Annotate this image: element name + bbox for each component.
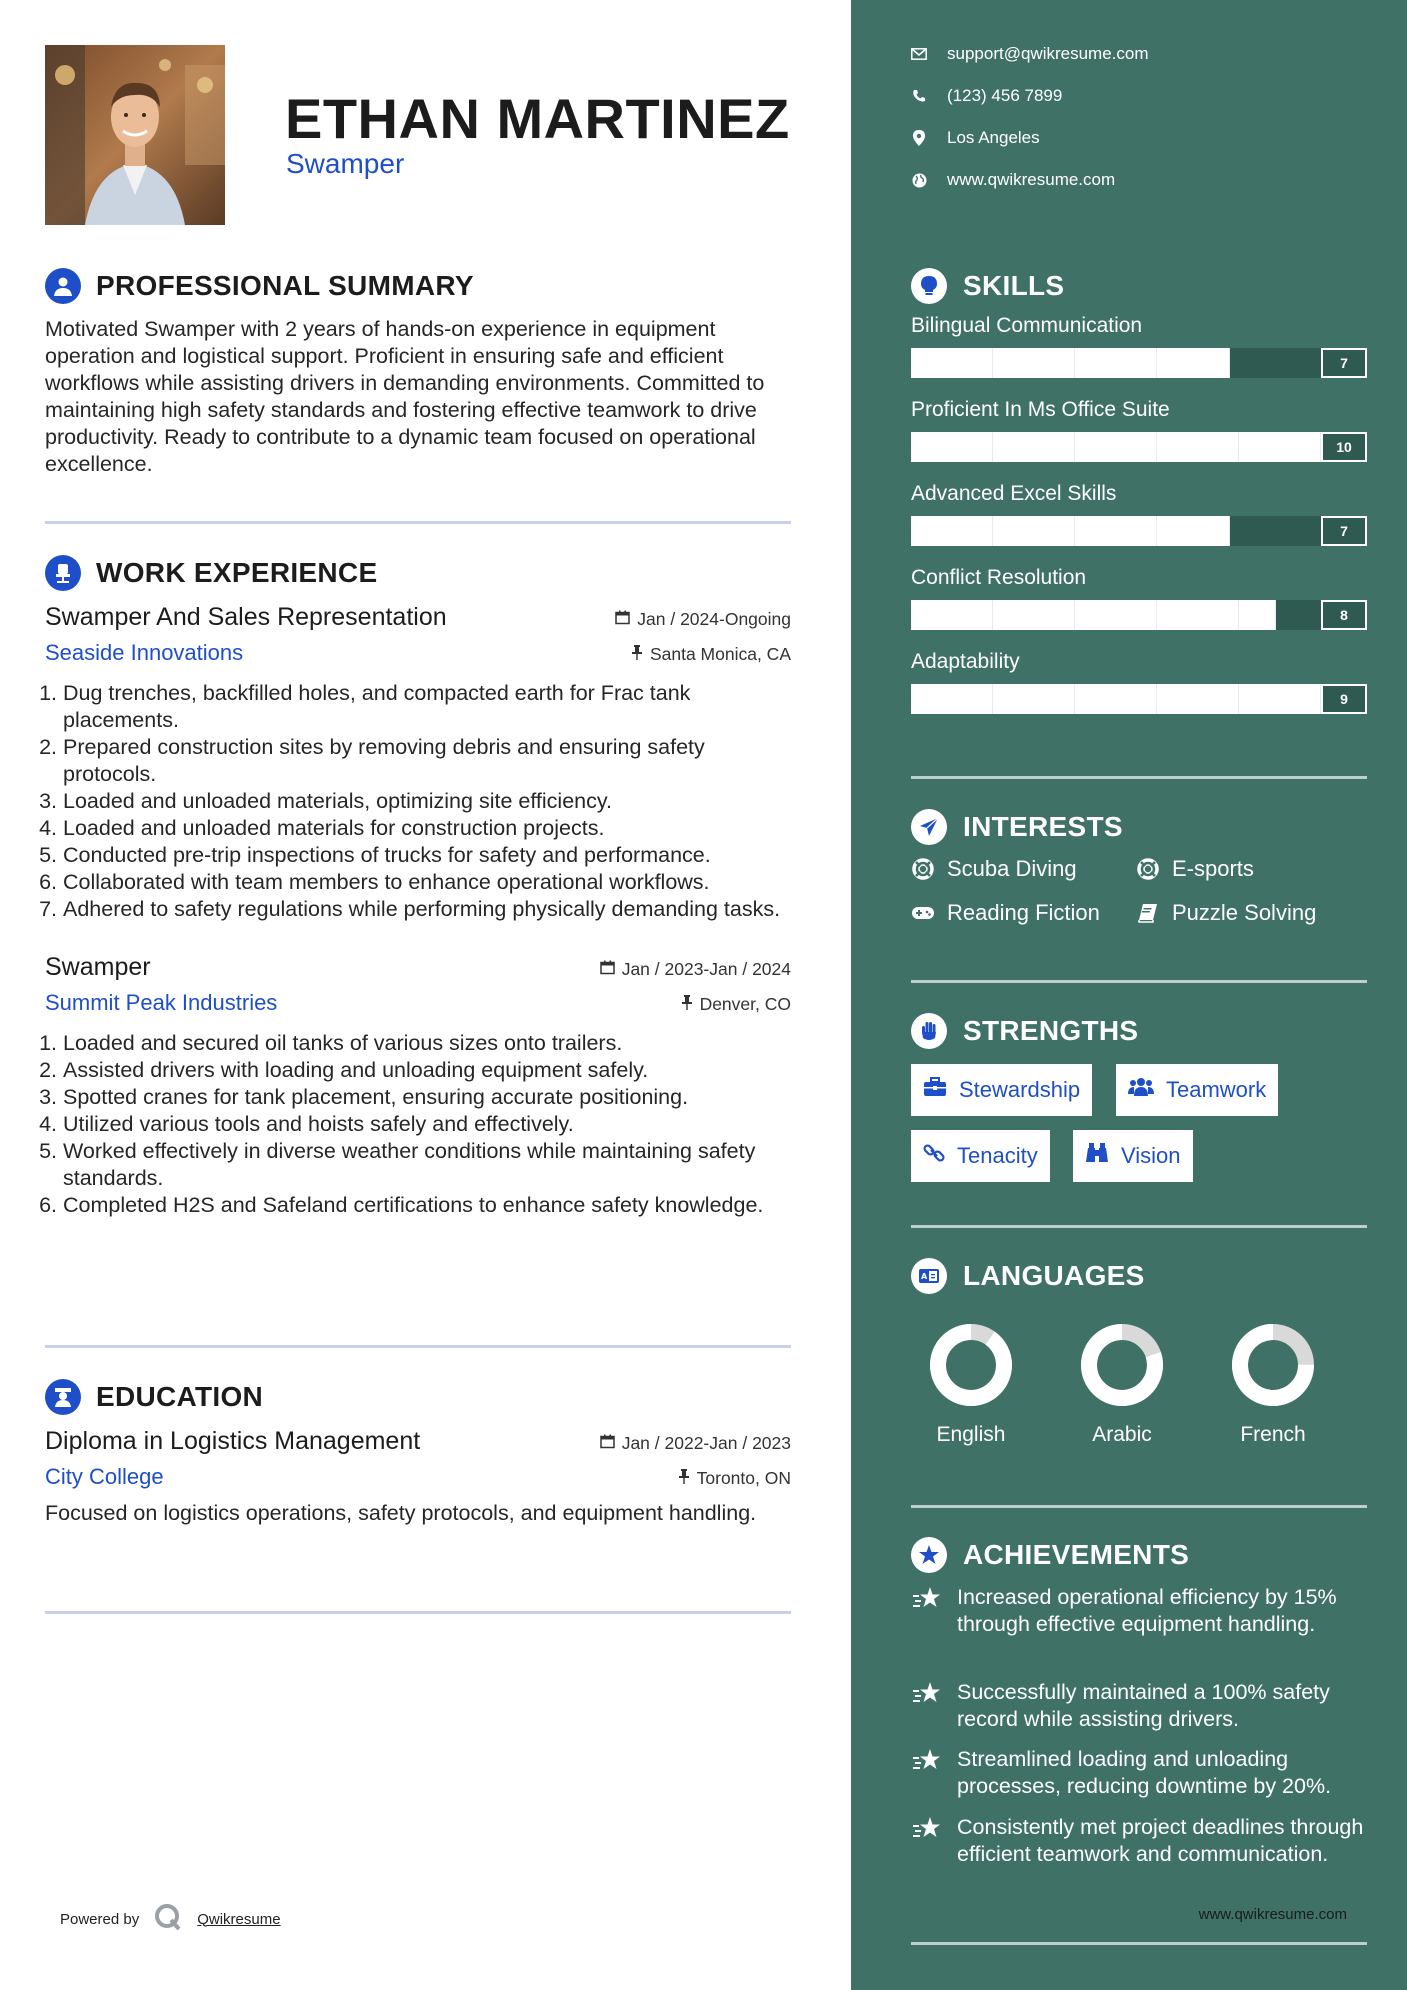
lifebuoy-icon — [911, 857, 935, 881]
skill-level-badge: 7 — [1321, 348, 1367, 378]
experience-header — [45, 553, 791, 593]
skill-name: Bilingual Communication — [911, 314, 1143, 337]
strengths-title: STRENGTHS — [963, 1015, 1139, 1046]
skills-section — [911, 266, 1367, 714]
star-icon — [911, 1681, 943, 1713]
achievement-item: Consistently met project deadlines through efficient teamwork and communication. — [911, 1814, 1367, 1868]
map-marker-icon — [911, 130, 927, 146]
languages-section — [911, 1256, 1367, 1296]
language-name: Arabic — [1092, 1423, 1152, 1446]
skill-fill-segment — [1075, 348, 1157, 378]
skill-bar — [911, 600, 1367, 630]
strength-chip: Tenacity — [911, 1130, 1050, 1182]
skill-fill-segment — [993, 348, 1075, 378]
skill-fill-segment — [1157, 516, 1230, 546]
education-entry — [45, 1427, 791, 1527]
candidate-name: ETHAN MARTINEZ — [285, 87, 790, 150]
company-name: Summit Peak Industries — [45, 990, 278, 1015]
phone-icon — [911, 88, 927, 104]
language-donut — [911, 1320, 1031, 1410]
contact-location: Los Angeles — [911, 128, 1040, 148]
list-item: 5. Worked effectively in diverse weather conditions while maintaining safety standards. — [63, 1138, 791, 1192]
envelope-icon — [911, 46, 927, 62]
skill-fill-segment — [993, 600, 1075, 630]
language-item — [911, 1320, 1031, 1447]
list-item: 5. Conducted pre-trip inspections of trucks for safety and performance. — [63, 842, 791, 869]
company-name: Seaside Innovations — [45, 640, 244, 665]
interests-header — [911, 807, 1367, 847]
interest-item: Reading Fiction — [911, 900, 1100, 926]
skill-fill-segment — [911, 348, 993, 378]
calendar-icon — [615, 609, 630, 630]
skill-name: Advanced Excel Skills — [911, 482, 1117, 505]
list-item: 1. Loaded and secured oil tanks of various sizes onto trailers. — [63, 1030, 791, 1057]
skill-level-badge: 7 — [1321, 516, 1367, 546]
skill-name: Adaptability — [911, 650, 1020, 673]
job-location: Santa Monica, CA — [631, 644, 791, 665]
skill-item — [911, 482, 1367, 546]
paper-plane-icon — [911, 809, 947, 845]
skill-fill-segment — [911, 600, 993, 630]
calendar-icon — [600, 1433, 615, 1454]
calendar-icon — [600, 959, 615, 980]
job-entry — [45, 953, 791, 1219]
job-title: Swamper — [286, 148, 405, 179]
interests-section — [911, 807, 1367, 847]
job-position: Swamper And Sales Representation — [45, 603, 447, 631]
experience-title: WORK EXPERIENCE — [96, 557, 378, 588]
degree-name: Diploma in Logistics Management — [45, 1427, 421, 1455]
section-divider — [911, 776, 1367, 779]
strength-chip: Stewardship — [911, 1064, 1092, 1116]
brand-link[interactable]: Qwikresume — [197, 1910, 281, 1928]
section-divider — [911, 1505, 1367, 1508]
language-name: French — [1240, 1423, 1306, 1446]
job-date: Jan / 2023-Jan / 2024 — [600, 959, 791, 980]
skill-fill-segment — [911, 516, 993, 546]
strength-chip: Vision — [1073, 1130, 1193, 1182]
education-title: EDUCATION — [96, 1381, 264, 1412]
users-icon — [1128, 1077, 1154, 1103]
list-item: 2. Assisted drivers with loading and unloading equipment safely. — [63, 1057, 791, 1084]
languages-header — [911, 1256, 1367, 1296]
skill-fill-segment — [993, 432, 1075, 462]
star-badge-icon — [911, 1537, 947, 1573]
list-item: 3. Spotted cranes for tank placement, ensuring accurate positioning. — [63, 1084, 791, 1111]
graduate-icon — [45, 1379, 81, 1415]
powered-by: Powered by Qwikresume — [60, 1902, 281, 1936]
skill-item — [911, 566, 1367, 630]
skills-header — [911, 266, 1367, 306]
education-text: Focused on logistics operations, safety protocols, and equipment handling. — [45, 1501, 757, 1525]
list-item: 4. Utilized various tools and hoists safely and effectively. — [63, 1111, 791, 1138]
skill-bar — [911, 516, 1367, 546]
strengths-section — [911, 1011, 1367, 1051]
achievements-header — [911, 1535, 1367, 1575]
achievements-section — [911, 1535, 1367, 1575]
skill-fill-segment — [911, 684, 993, 714]
gamepad-icon — [911, 901, 935, 925]
section-divider — [45, 1345, 791, 1348]
skill-fill-segment — [1157, 432, 1239, 462]
skills-list — [911, 314, 1367, 714]
list-item: 7. Adhered to safety regulations while performing physically demanding tasks. — [63, 896, 791, 923]
interest-item: Puzzle Solving — [1136, 900, 1316, 926]
achievements-title: ACHIEVEMENTS — [963, 1539, 1190, 1570]
skill-bar — [911, 432, 1367, 462]
skill-fill-segment — [1157, 348, 1230, 378]
list-item: 3. Loaded and unloaded materials, optimizing site efficiency. — [63, 788, 791, 815]
lightbulb-icon — [911, 268, 947, 304]
experience-section — [45, 553, 791, 1219]
skill-item — [911, 314, 1367, 378]
skill-fill-segment — [1239, 432, 1321, 462]
pin-icon — [681, 994, 693, 1015]
achievement-item: Successfully maintained a 100% safety record while assisting drivers. — [911, 1679, 1367, 1733]
interest-item: Scuba Diving — [911, 856, 1077, 882]
summary-text: Motivated Swamper with 2 years of hands-on experience in equipment operation and logistical support. Proficient in ensuring safe and efficient workflows while assisting drivers in demanding environments. Committed to maintaining high safety standards and fostering effective teamwork to drive productivity. Ready to contribute to a dynamic team focused on operational excellence. — [45, 317, 765, 476]
section-divider — [911, 1942, 1367, 1945]
star-icon — [911, 1748, 943, 1780]
skill-level-badge: 8 — [1321, 600, 1367, 630]
duty-list — [45, 680, 791, 923]
briefcase-icon — [923, 1077, 947, 1103]
book-icon — [1136, 901, 1160, 925]
skill-fill-segment — [1239, 684, 1321, 714]
summary-header — [45, 266, 791, 306]
contact-phone[interactable]: (123) 456 7899 — [911, 86, 1062, 106]
education-location: Toronto, ON — [678, 1468, 791, 1489]
lifebuoy-icon — [1136, 857, 1160, 881]
footer-url[interactable]: www.qwikresume.com — [1198, 1906, 1347, 1923]
strengths-header — [911, 1011, 1367, 1051]
skill-item — [911, 398, 1367, 462]
achievement-item: Streamlined loading and unloading processes, reducing downtime by 20%. — [911, 1746, 1367, 1800]
svg-text:A: A — [921, 1272, 928, 1281]
job-position: Swamper — [45, 953, 151, 981]
list-item: 6. Completed H2S and Safeland certifications to enhance safety knowledge. — [63, 1192, 791, 1219]
job-entry — [45, 603, 791, 923]
globe-icon — [911, 172, 927, 188]
pin-icon — [631, 644, 643, 665]
summary-section — [45, 266, 791, 478]
link-icon — [923, 1142, 945, 1170]
skill-fill-segment — [1075, 432, 1157, 462]
chair-icon — [45, 555, 81, 591]
achievement-item: Increased operational efficiency by 15% through effective equipment handling. — [911, 1584, 1367, 1638]
skill-name: Conflict Resolution — [911, 566, 1087, 589]
qwikresume-logo-icon — [153, 1902, 183, 1936]
skill-name: Proficient In Ms Office Suite — [911, 398, 1170, 421]
skill-bar — [911, 348, 1367, 378]
skill-fill-segment — [911, 432, 993, 462]
summary-title: PROFESSIONAL SUMMARY — [96, 270, 474, 301]
education-section — [45, 1377, 791, 1527]
job-date: Jan / 2024-Ongoing — [615, 609, 791, 630]
skill-fill-segment — [993, 516, 1075, 546]
skill-fill-segment — [993, 684, 1075, 714]
language-name: English — [936, 1423, 1006, 1446]
skill-fill-segment — [1075, 516, 1157, 546]
binoculars-icon — [1085, 1142, 1109, 1170]
skill-fill-segment — [1239, 600, 1276, 630]
list-item: 1. Dug trenches, backfilled holes, and compacted earth for Frac tank placements. — [63, 680, 791, 734]
strength-chip: Teamwork — [1116, 1064, 1278, 1116]
donut-fill — [938, 1332, 1004, 1398]
user-icon — [45, 268, 81, 304]
skill-fill-segment — [1075, 684, 1157, 714]
contact-email[interactable]: support@qwikresume.com — [911, 44, 1149, 64]
star-icon — [911, 1816, 943, 1848]
skills-title: SKILLS — [963, 270, 1065, 301]
skill-bar — [911, 684, 1367, 714]
star-icon — [911, 1586, 943, 1618]
skill-item — [911, 650, 1367, 714]
section-divider — [911, 1225, 1367, 1228]
skill-level-badge: 9 — [1321, 684, 1367, 714]
interests-title: INTERESTS — [963, 811, 1123, 842]
list-item: 4. Loaded and unloaded materials for construction projects. — [63, 815, 791, 842]
skill-level-badge: 10 — [1321, 432, 1367, 462]
section-divider — [911, 980, 1367, 983]
list-item: 2. Prepared construction sites by removing debris and ensuring safety protocols. — [63, 734, 791, 788]
languages-title: LANGUAGES — [963, 1260, 1145, 1291]
section-divider — [45, 521, 791, 524]
school-name: City College — [45, 1464, 164, 1489]
profile-photo — [45, 45, 225, 225]
duty-list — [45, 1030, 791, 1219]
hand-icon — [911, 1013, 947, 1049]
language-donut — [1062, 1320, 1182, 1410]
skill-fill-segment — [1075, 600, 1157, 630]
education-header — [45, 1377, 791, 1417]
language-icon — [911, 1258, 947, 1294]
education-date: Jan / 2022-Jan / 2023 — [600, 1433, 791, 1454]
skill-fill-segment — [1157, 600, 1239, 630]
list-item: 6. Collaborated with team members to enhance operational workflows. — [63, 869, 791, 896]
sidebar — [851, 0, 1407, 1990]
contact-website[interactable]: www.qwikresume.com — [911, 170, 1115, 190]
section-divider — [45, 1611, 791, 1614]
skill-fill-segment — [1157, 684, 1239, 714]
language-item — [1062, 1320, 1182, 1447]
language-donut — [1213, 1320, 1333, 1410]
pin-icon — [678, 1468, 690, 1489]
language-item — [1213, 1320, 1333, 1447]
interest-item: E-sports — [1136, 856, 1254, 882]
job-location: Denver, CO — [681, 994, 791, 1015]
